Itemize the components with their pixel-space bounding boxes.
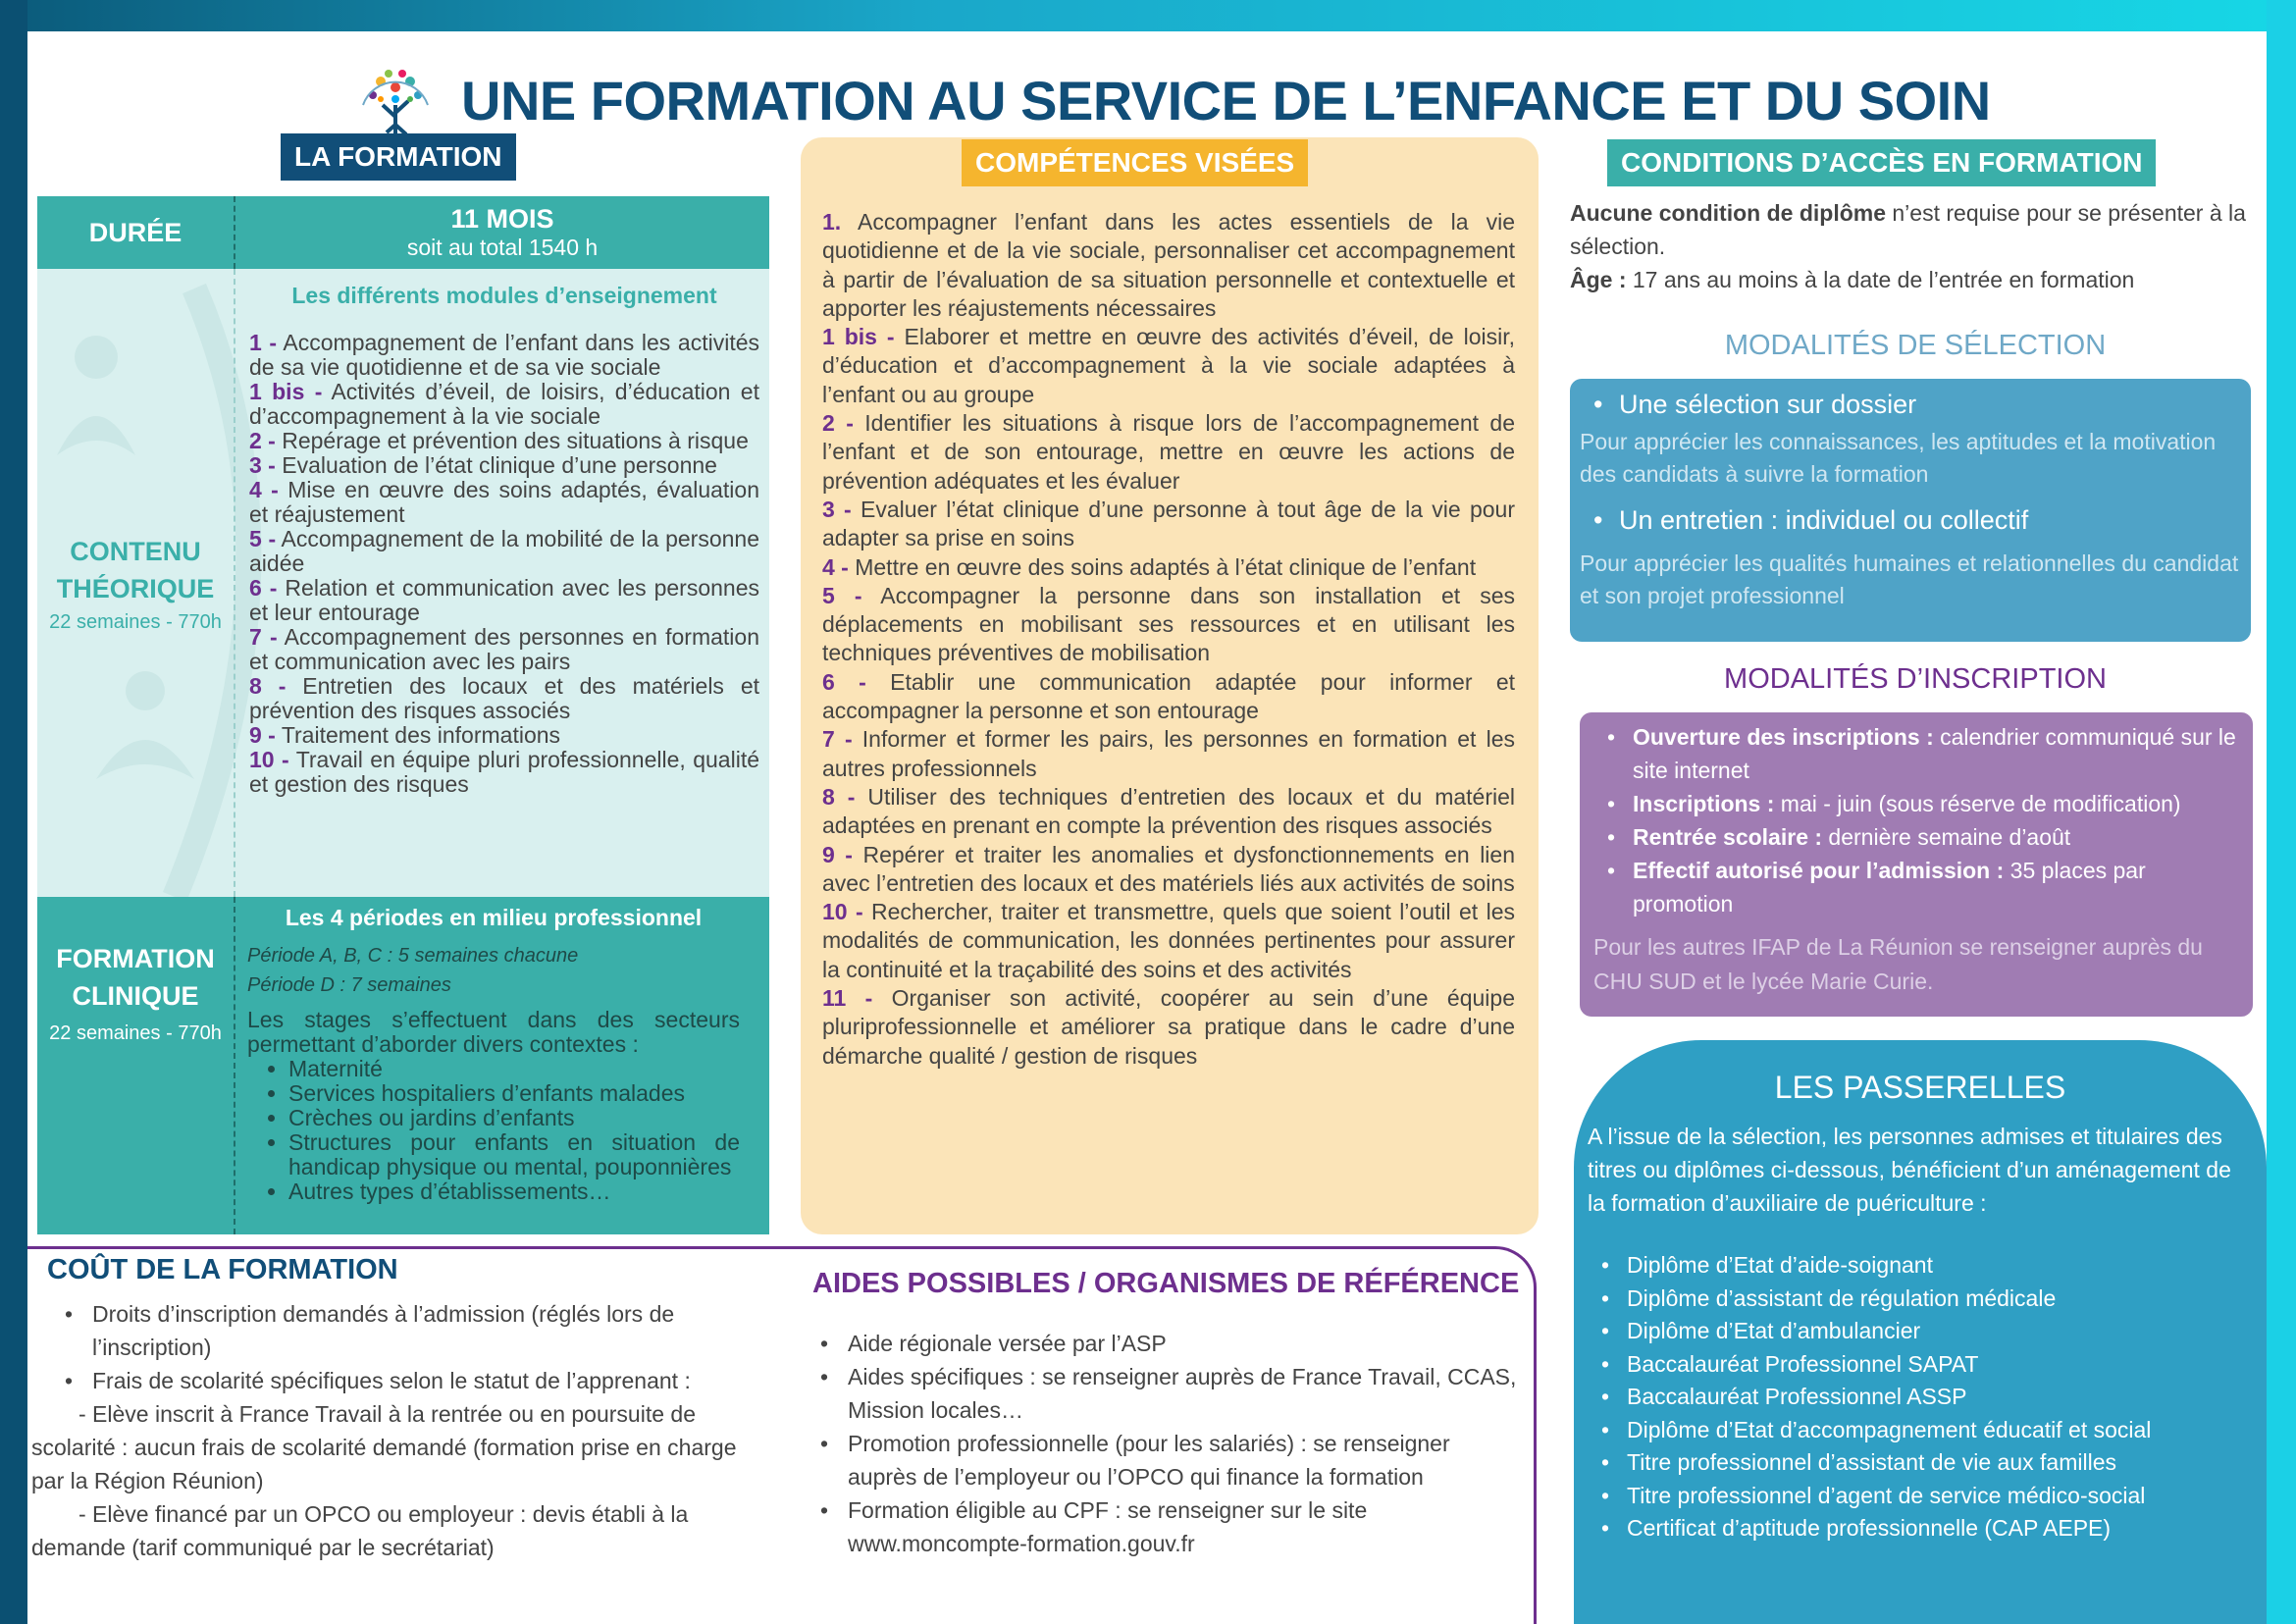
competences-list bbox=[822, 208, 1515, 1071]
list-item: • Titre professionnel d’assistant de vie aux familles bbox=[1588, 1446, 2253, 1480]
right-banner bbox=[2267, 0, 2296, 1624]
passerelles-list bbox=[1588, 1249, 2253, 1545]
module-item: 3 - Evaluation de l’état clinique d’une personne bbox=[249, 452, 717, 478]
competence-item: 2 - Identifier les situations à risque lors de l’accompagnement de l’enfant et de son entourage, mettre en œuvre les actions de prévention adéquates et les évaluer bbox=[822, 410, 1515, 494]
list-item: • Autres types d’établissements… bbox=[288, 1179, 740, 1204]
module-item: 2 - Repérage et prévention des situations à risque bbox=[249, 428, 749, 453]
clinique-heading: Les 4 périodes en milieu professionnel bbox=[285, 905, 703, 930]
theorique-label-1: CONTENU bbox=[70, 536, 201, 566]
page-title: UNE FORMATION AU SERVICE DE L’ENFANCE ET DU SOIN bbox=[461, 69, 1991, 131]
list-item: • Aide régionale versée par l’ASP bbox=[812, 1327, 1519, 1360]
formation-table bbox=[37, 196, 769, 1234]
modules-heading: Les différents modules d’enseignement bbox=[291, 283, 717, 308]
list-item: • Droits d’inscription demandés à l’admission (réglés lors de l’inscription) bbox=[51, 1297, 738, 1364]
list-item: • Diplôme d’Etat d’aide-soignant bbox=[1588, 1249, 2253, 1283]
selection-item-dossier: • Une sélection sur dossier bbox=[1580, 387, 2241, 422]
left-banner bbox=[0, 0, 27, 1624]
competence-item: 8 - Utiliser des techniques d’entretien des locaux et du matériel adaptées en prenant en compte la prévention des risques associés bbox=[822, 783, 1515, 839]
clinique-label-2: CLINIQUE bbox=[72, 981, 199, 1011]
module-item: 5 - Accompagnement de la mobilité de la personne aidée bbox=[249, 526, 759, 576]
list-item: • Formation éligible au CPF : se renseigner sur le site www.moncompte-formation.gouv.fr bbox=[812, 1493, 1519, 1560]
theorique-duration: 22 semaines - 770h bbox=[49, 610, 222, 633]
duree-value: 11 MOIS bbox=[450, 204, 554, 234]
conditions-text: Aucune condition de diplôme n’est requise pour se présenter à la sélection. Âge : 17 ans au moins à la date de l’entrée en formation bbox=[1570, 200, 2246, 292]
list-item: • Baccalauréat Professionnel SAPAT bbox=[1588, 1348, 2253, 1382]
header bbox=[351, 51, 1991, 149]
competence-item: 9 - Repérer et traiter les anomalies et dysfonctionnements en lien avec l’entretien des locaux et des matériels liés aux activités de soins bbox=[822, 841, 1515, 896]
list-item: • Crèches ou jardins d’enfants bbox=[288, 1106, 740, 1130]
module-item: 1 - Accompagnement de l’enfant dans les activités de sa vie quotidienne et de sa vie sociale bbox=[249, 330, 760, 380]
stages-list bbox=[247, 1057, 740, 1204]
module-item: 9 - Traitement des informations bbox=[249, 722, 561, 748]
cout-sub-item: - Elève financé par un OPCO ou employeur : devis établi à la demande (tarif communiqué par le secrétariat) bbox=[31, 1501, 689, 1560]
module-item: 7 - Accompagnement des personnes en formation et communication avec les pairs bbox=[249, 624, 759, 674]
duree-total: soit au total 1540 h bbox=[406, 235, 599, 260]
clinique-label-1: FORMATION bbox=[56, 944, 215, 973]
tree-logo-icon bbox=[351, 56, 440, 144]
theorique-row bbox=[37, 269, 769, 897]
competence-item: 4 - Mettre en œuvre des soins adaptés à l’état clinique de l’enfant bbox=[822, 553, 1477, 580]
inscription-note: Pour les autres IFAP de La Réunion se renseigner auprès du CHU SUD et le lycée Marie Curie. bbox=[1593, 934, 2203, 994]
aides-body bbox=[812, 1327, 1519, 1560]
list-item: • Effectif autorisé pour l’admission : 35 places par promotion bbox=[1593, 854, 2239, 920]
duree-label: DURÉE bbox=[88, 217, 183, 247]
list-item: • Promotion professionnelle (pour les salariés) : se renseigner auprès de l’employeur ou l’OPCO qui finance la formation bbox=[812, 1427, 1519, 1493]
competence-item: 5 - Accompagner la personne dans son installation et ses déplacements en mobilisant ses ressources et en utilisant les techniques préventives de mobilisation bbox=[822, 582, 1515, 666]
competence-item: 6 - Etablir une communication adaptée pour informer et accompagner la personne et son entourage bbox=[822, 668, 1515, 724]
competence-item: 7 - Informer et former les pairs, les personnes en formation et les autres professionnels bbox=[822, 726, 1515, 781]
conditions-tag: CONDITIONS D’ACCÈS EN FORMATION bbox=[1607, 139, 2156, 186]
competence-item: 1 bis - Elaborer et mettre en œuvre des activités d’éveil, de loisir, d’éducation et d’accompagnement à la vie sociale adaptées à l’enfant ou au groupe bbox=[822, 324, 1515, 407]
module-item: 4 - Mise en œuvre des soins adaptés, évaluation et réajustement bbox=[249, 477, 760, 527]
competences-tag: COMPÉTENCES VISÉES bbox=[962, 139, 1308, 186]
passerelles-intro: A l’issue de la sélection, les personnes admises et titulaires des titres ou diplômes ci-dessous, bénéficient d’un aménagement de la formation d’auxiliaire de puériculture : bbox=[1588, 1124, 2231, 1216]
aides-title: AIDES POSSIBLES / ORGANISMES DE RÉFÉRENCE bbox=[812, 1268, 1520, 1299]
selection-panel bbox=[1570, 379, 2251, 642]
selection-item-entretien: • Un entretien : individuel ou collectif bbox=[1580, 502, 2241, 538]
inscription-panel bbox=[1580, 712, 2253, 1017]
list-item: • Frais de scolarité spécifiques selon le statut de l’apprenant : bbox=[51, 1364, 738, 1397]
module-item: 10 - Travail en équipe pluri professionnelle, qualité et gestion des risques bbox=[249, 747, 760, 797]
selection-desc-dossier: Pour apprécier les connaissances, les aptitudes et la motivation des candidats à suivre la formation bbox=[1580, 429, 2217, 487]
list-item: • Diplôme d’assistant de régulation médicale bbox=[1588, 1283, 2253, 1316]
selection-desc-entretien: Pour apprécier les qualités humaines et relationnelles du candidat et son projet professionnel bbox=[1580, 550, 2239, 608]
list-item: • Services hospitaliers d’enfants malades bbox=[288, 1081, 740, 1106]
module-item: 1 bis - Activités d’éveil, de loisirs, d’éducation et d’accompagnement à la vie sociale bbox=[249, 379, 759, 429]
theorique-label-2: THÉORIQUE bbox=[56, 573, 215, 603]
period-d: Période D : 7 semaines bbox=[247, 974, 451, 996]
clinique-duration: 22 semaines - 770h bbox=[49, 1022, 222, 1044]
list-item: • Titre professionnel d’agent de service médico-social bbox=[1588, 1480, 2253, 1513]
list-item: • Diplôme d’Etat d’ambulancier bbox=[1588, 1315, 2253, 1348]
list-item: • Diplôme d’Etat d’accompagnement éducatif et social bbox=[1588, 1414, 2253, 1447]
list-item: • Structures pour enfants en situation de handicap physique ou mental, pouponnières bbox=[288, 1130, 740, 1179]
cout-body bbox=[31, 1297, 738, 1564]
list-item: • Rentrée scolaire : dernière semaine d’août bbox=[1593, 820, 2239, 854]
poster-sheet bbox=[27, 31, 2267, 1624]
module-item: 8 - Entretien des locaux et des matériels et prévention des risques associés bbox=[249, 673, 760, 723]
list-item: • Aides spécifiques : se renseigner auprès de France Travail, CCAS, Mission locales… bbox=[812, 1360, 1519, 1427]
list-item: • Ouverture des inscriptions : calendrier communiqué sur le site internet bbox=[1593, 720, 2239, 787]
passerelles-title: LES PASSERELLES bbox=[1774, 1070, 2066, 1105]
period-abc: Période A, B, C : 5 semaines chacune bbox=[247, 945, 579, 967]
modules-list bbox=[249, 331, 759, 797]
competence-item: 1. Accompagner l’enfant dans les actes essentiels de la vie quotidienne et de la vie sociale, personnaliser cet accompagnement à partir de l’évaluation de sa situation personnelle et contextuelle et apporter les réajustements nécessaires bbox=[822, 209, 1515, 321]
inscription-title: MODALITÉS D’INSCRIPTION bbox=[1724, 663, 2107, 695]
formation-tag: LA FORMATION bbox=[281, 133, 516, 181]
duree-row bbox=[37, 196, 769, 269]
passerelles-panel bbox=[1574, 1040, 2267, 1624]
list-item: • Baccalauréat Professionnel ASSP bbox=[1588, 1381, 2253, 1414]
competence-item: 3 - Evaluer l’état clinique d’une personne à tout âge de la vie pour adapter sa prise en soins bbox=[822, 496, 1515, 551]
module-item: 6 - Relation et communication avec les personnes et leur entourage bbox=[249, 575, 759, 625]
cout-title: COÛT DE LA FORMATION bbox=[47, 1254, 398, 1285]
list-item: • Certificat d’aptitude professionnelle (CAP AEPE) bbox=[1588, 1512, 2253, 1545]
competence-item: 10 - Rechercher, traiter et transmettre, quels que soient l’outil et les modalités de communication, les données pertinentes pour assurer la continuité et la traçabilité des soins et des activités bbox=[822, 899, 1515, 982]
list-item: • Inscriptions : mai - juin (sous réserve de modification) bbox=[1593, 787, 2239, 820]
competence-item: 11 - Organiser son activité, coopérer au sein d’une équipe pluriprofessionnelle et améliorer sa pratique dans le cadre d’une démarche qualité / gestion de risques bbox=[822, 985, 1515, 1069]
selection-title: MODALITÉS DE SÉLECTION bbox=[1724, 330, 2107, 361]
clinique-row bbox=[37, 897, 769, 1234]
cout-sub-item: - Elève inscrit à France Travail à la rentrée ou en poursuite de scolarité : aucun frais de scolarité demandé (formation prise en charge par la Région Réunion) bbox=[31, 1401, 737, 1493]
stages-text: Les stages s’effectuent dans des secteurs permettant d’aborder divers contextes : bbox=[247, 1007, 740, 1057]
list-item: • Maternité bbox=[288, 1057, 740, 1081]
